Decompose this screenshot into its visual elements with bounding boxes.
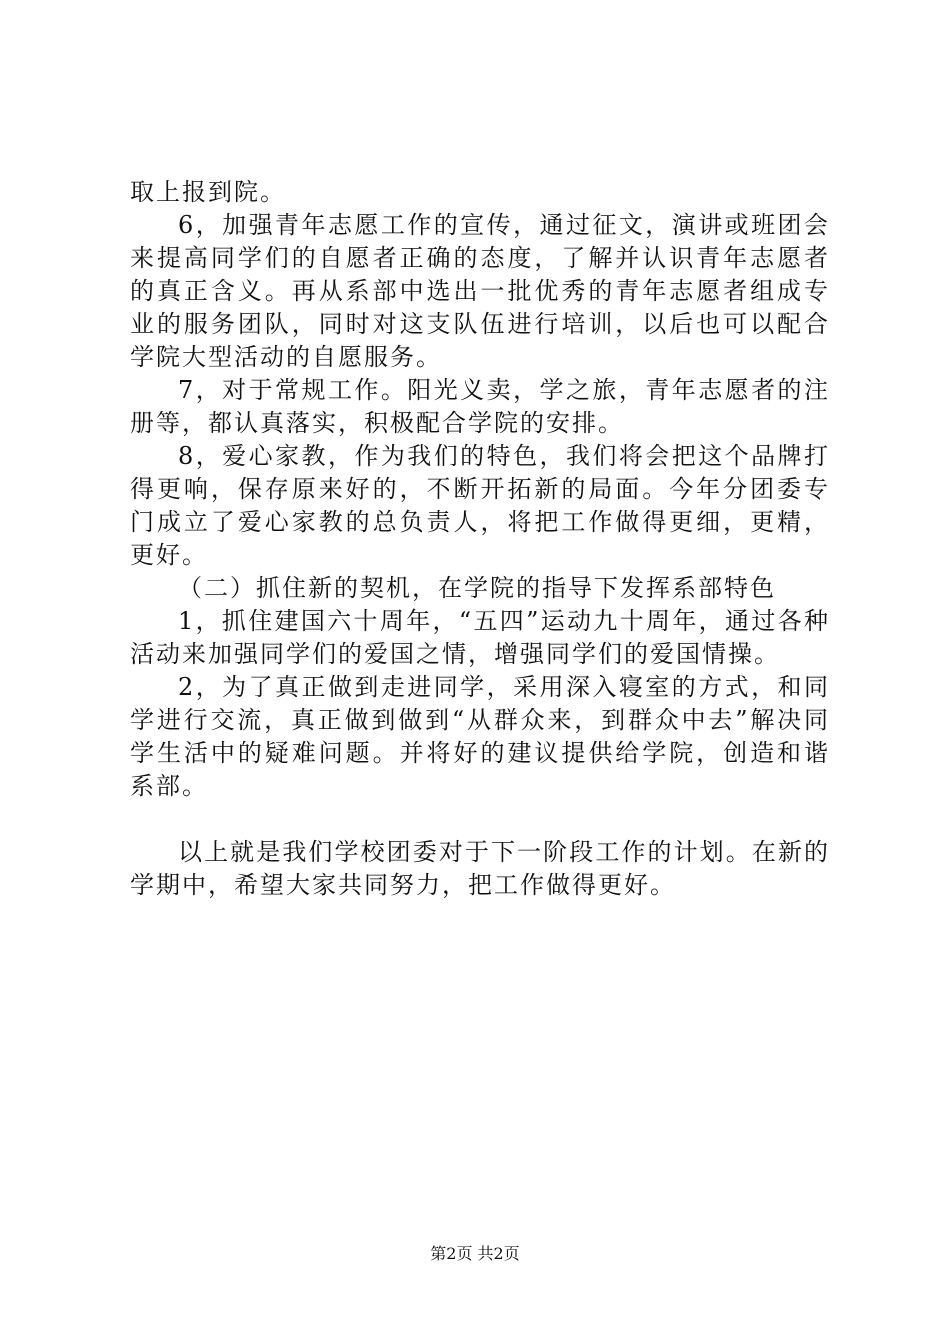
document-body bbox=[130, 176, 830, 902]
paragraph-item-8: 8，爱心家教，作为我们的特色，我们将会把这个品牌打得更响，保存原来好的，不断开拓新的局面。今年分团委专门成立了爱心家教的总负责人，将把工作做得更细，更精，更好。 bbox=[130, 442, 830, 569]
page-footer: 第2页 共2页 bbox=[430, 1244, 520, 1263]
paragraph-item-6: 6，加强青年志愿工作的宣传，通过征文，演讲或班团会来提高同学们的自愿者正确的态度，了解并认识青年志愿者的真正含义。再从系部中选出一批优秀的青年志愿者组成专业的服务团队，同时对这支队伍进行培训，以后也可以配合学院大型活动的自愿服务。 bbox=[130, 211, 830, 371]
paragraph-item-7: 7，对于常规工作。阳光义卖，学之旅，青年志愿者的注册等，都认真落实，积极配合学院的安排。 bbox=[130, 376, 830, 437]
paragraph-item-2: 2，为了真正做到走进同学，采用深入寝室的方式，和同学进行交流，真正做到做到“从群众来，到群众中去”解决同学生活中的疑难问题。并将好的建议提供给学院，创造和谐系部。 bbox=[130, 673, 830, 800]
paragraph-continuation: 取上报到院。 bbox=[130, 178, 286, 206]
closing-paragraph: 以上就是我们学校团委对于下一阶段工作的计划。在新的学期中，希望大家共同努力，把工作做得更好。 bbox=[130, 838, 830, 899]
paragraph-gap bbox=[130, 803, 830, 836]
section-heading: （二）抓住新的契机，在学院的指导下发挥系部特色 bbox=[178, 574, 776, 602]
paragraph-item-1: 1，抓住建国六十周年，“五四”运动九十周年，通过各种活动来加强同学们的爱国之情，增强同学们的爱国情操。 bbox=[130, 607, 830, 668]
